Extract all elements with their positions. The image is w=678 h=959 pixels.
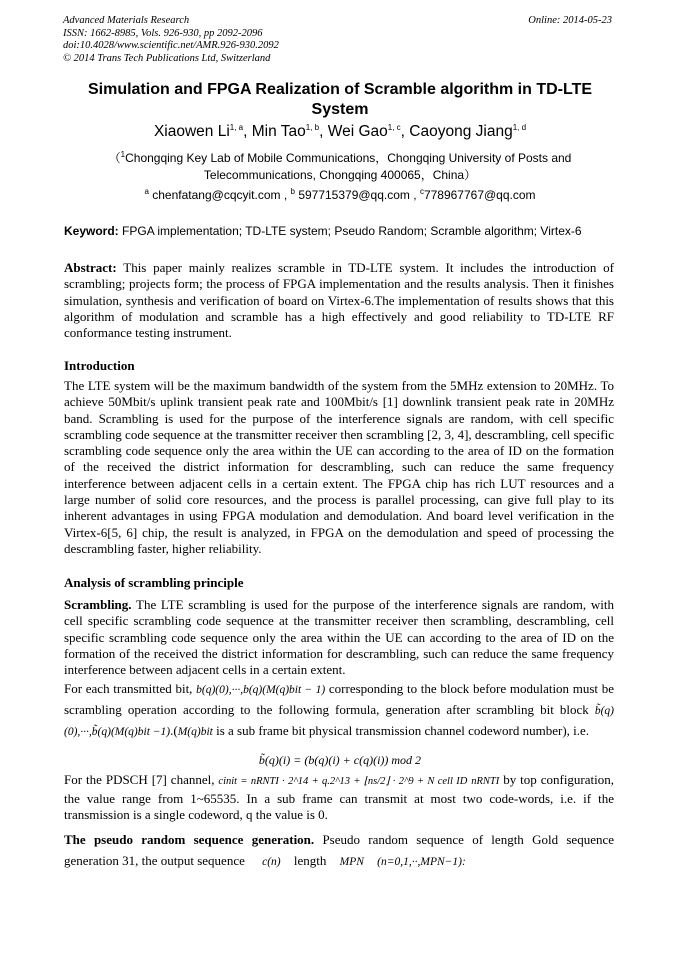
affiliation-line1: Chongqing Key Lab of Mobile Communications，Chongqing University of Posts and: [125, 151, 572, 165]
introduction-heading: Introduction: [64, 358, 135, 373]
analysis-heading: Analysis of scrambling principle: [64, 575, 244, 590]
math-inline: c(n): [262, 856, 281, 868]
transmitted-bit-paragraph: For each transmitted bit, b(q)(0),···,b(q)(M(q)bit − 1) corresponding to the block before modulation must be scrambling operation according to the following formula, generation after scrambling bit block b̃(q)(0),···,b̃(q)(M(q)bit −1).(M(q)bit is a sub frame bit physical transmission channel codeword number), i.e.: [64, 681, 615, 738]
author-name: Min Tao: [251, 123, 306, 140]
scrambling-formula: b̃(q)(i) = (b(q)(i) + c(q)(i)) mod 2: [258, 753, 422, 767]
scrambling-label: Scrambling.: [64, 597, 132, 612]
doi: doi:10.4028/www.scientific.net/AMR.926-930.2092: [63, 40, 279, 51]
keyword-label: Keyword:: [64, 224, 119, 238]
math-inline: (n=0,1,··,MPN−1):: [377, 856, 466, 868]
affiliation-line2: Telecommunications, Chongqing 400065，China）: [203, 168, 477, 182]
prs-label: The pseudo random sequence generation.: [64, 832, 315, 847]
scrambling-text: The LTE scrambling is used for the purpose of the interference signals are random, with cell specific scrambling code sequence at the transmitter receiver then scrambling, descrambling, cell specific scrambling code sequence only the area within the UE can according to the area of ID on the formation of the received the district information for descrambling, such can reduce the same frequency interference between adjacent cells in a certain extent.: [64, 597, 614, 678]
abstract-label: Abstract:: [64, 260, 117, 275]
affiliation: （$^1$Chongqing Key Lab of Mobile Communications，Chongqing University of Posts and Telecommunications, Chongqing 400065，China）: [64, 150, 616, 184]
affiliation-sup: 1: [120, 150, 126, 159]
abstract: [64, 260, 614, 341]
math-inline: M(q)bit: [177, 726, 213, 738]
author-sup: 1, d: [512, 122, 527, 132]
author-list: Xiaowen Li$^{1, a}$, Min Tao$^{1, b}$, Wei Gao$^{1, c}$, Caoyong Jiang$^{1, d}$: [153, 122, 527, 140]
author-name: Caoyong Jiang: [409, 123, 513, 140]
prs-paragraph: The pseudo random sequence generation. Pseudo random sequence of length Gold sequence generation 31, the output sequence c(n) length MPN (n=0,1,··,MPN−1):: [64, 832, 615, 868]
math-inline: b̃(q)(0),···,b̃(q)(M(q)bit −1): [64, 705, 614, 738]
math-inline: b(q)(0),···,b(q)(M(q)bit − 1): [196, 684, 326, 696]
introduction-text: The LTE system will be the maximum bandwidth of the system from the 5MHz extension to 20MHz. To achieve 50Mbit/s uplink transient peak rate and 100Mbit/s [1] downlink transient peak rate in 20MHz band. Scrambling is used for the purpose of the interference signals are random, with cell specific scrambling code sequence at the transmitter receiver then scrambling [2, 3, 4], descrambling, cell specific scrambling code sequence only the area within the UE can according to the area of ID on the formation of the received the district information for descrambling, such can reduce the same frequency interference between adjacent cells in a certain extent. The FPGA chip has rich LUT resources and a large number of solid core resources, and the process is parallel processing, can give full play to its inherent advantages in using FPGA modulation and demodulation. And board level verification in the Virtex-6[5, 6] chip, the result is analyzed, in FPGA on the demodulation and speed of processing the descrambling faster, higher reliability.: [64, 378, 614, 556]
math-inline: MPN: [339, 856, 364, 868]
author-sup: 1, b: [305, 122, 320, 132]
keywords: [64, 223, 616, 239]
email-link[interactable]: 597715379@qq.com: [298, 188, 410, 202]
journal-name: Advanced Materials Research: [63, 15, 190, 26]
math-inline: nRNTI: [471, 776, 500, 787]
author-sup: 1, a: [229, 122, 244, 132]
online-date: Online: 2014-05-23: [528, 15, 612, 26]
email-link[interactable]: 778967767@qq.com: [423, 188, 536, 202]
abstract-text: This paper mainly realizes scramble in TD-LTE system. It includes the introduction of scrambling; projects form; the process of FPGA implementation and the results analysis. Then it finishes simulation, synthesis and verification of board on Virtex-6.The implementation of results shows that this algorithm of modulation and scramble has a high effectively and good reliability to TD-LTE RF conformance testing instrument.: [64, 260, 615, 341]
scrambling-paragraph: [64, 597, 614, 678]
pdsch-paragraph: For the PDSCH [7] channel, cinit = nRNTI · 2^14 + q.2^13 + ⌊ns/2⌋ · 2^9 + N cell ID nRNTI by top configuration, the value range from 1~65535. In a sub frame can transmit at most two code-words, i.e. if the transmission is a single codeword, q the value is 0.: [64, 772, 615, 822]
author-sup: 1, c: [387, 122, 401, 132]
author-name: Wei Gao: [327, 123, 388, 140]
copyright: © 2014 Trans Tech Publications Ltd, Switzerland: [63, 52, 271, 64]
cinit-formula: cinit = nRNTI · 2^14 + q.2^13 + ⌊ns/2⌋ · 2^9 + N cell ID: [218, 776, 468, 787]
issn: ISSN: 1662-8985, Vols. 926-930, pp 2092-2096: [63, 27, 263, 39]
paper-title: Simulation and FPGA Realization of Scramble algorithm in TD-LTE System: [87, 81, 593, 118]
journal-header: [63, 15, 279, 65]
email-list: $^a$ chenfatang@cqcyit.com , $^b$ 597715379@qq.com , $^c$778967767@qq.com: [144, 187, 536, 202]
author-name: Xiaowen Li: [153, 123, 230, 140]
keyword-text: FPGA implementation; TD-LTE system; Pseudo Random; Scramble algorithm; Virtex-6: [122, 224, 582, 238]
email-link[interactable]: chenfatang@cqcyit.com: [152, 188, 281, 202]
